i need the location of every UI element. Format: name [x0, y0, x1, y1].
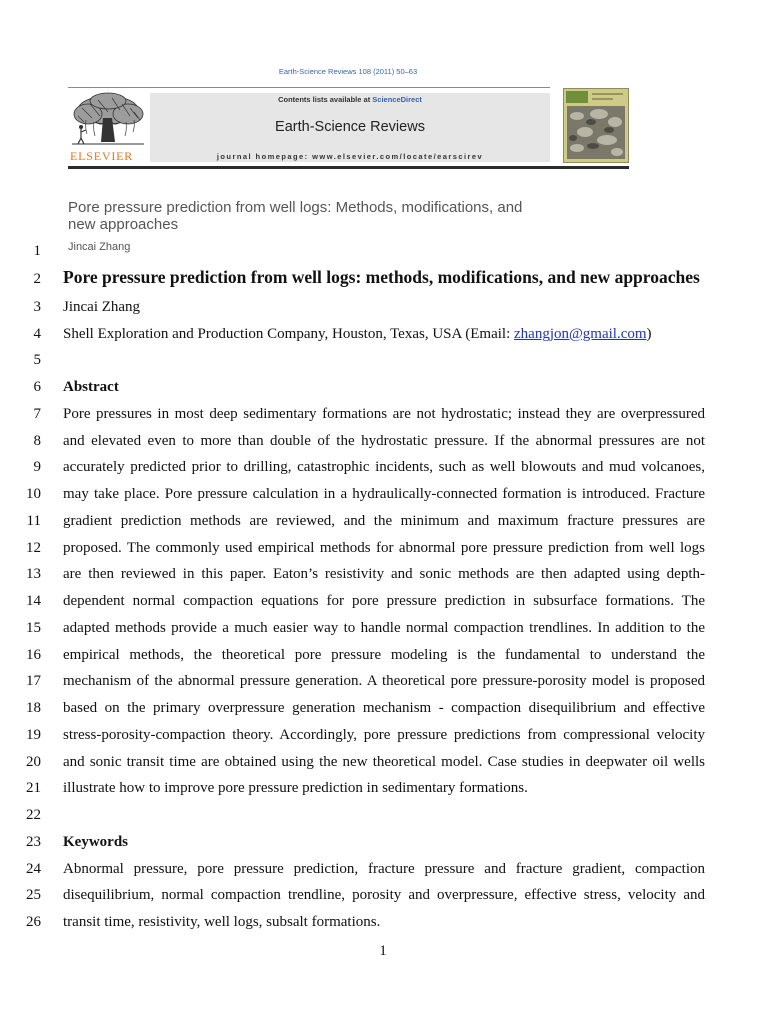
line-number: 8 [33, 432, 41, 449]
body-text-line: dependent normal compaction equations for pore pressure prediction in subsurface formations. The [63, 593, 705, 609]
body-text-line: Abnormal pressure, pore pressure prediction, fracture pressure and fracture gradient, compaction [63, 860, 705, 877]
manuscript-line [0, 856, 768, 883]
manuscript-line [0, 454, 768, 481]
manuscript-line [0, 265, 768, 294]
affiliation-closing: ) [646, 325, 652, 342]
manuscript-line [0, 802, 768, 829]
manuscript-line [0, 642, 768, 669]
author-name: Jincai Zhang [63, 298, 141, 315]
manuscript-line [0, 508, 768, 535]
manuscript-line [0, 374, 768, 401]
header-article-title-line: Pore pressure prediction from well logs: Methods, modifications, and [68, 199, 523, 216]
body-text-line: accurately predicted prior to drilling, catastrophic incidents, such as well blowouts and mud volcanoes, [63, 459, 705, 476]
journal-homepage-line [150, 152, 550, 162]
author-affiliation [63, 321, 705, 348]
affiliation-text: Shell Exploration and Production Company, Houston, Texas, USA (Email: [63, 325, 514, 342]
body-text-line: empirical methods, the theoretical pore pressure modeling is the fundamental to understand the [63, 646, 705, 663]
page-number: 1 [379, 943, 387, 959]
line-number: 1 [33, 243, 41, 259]
manuscript-body [0, 238, 768, 936]
line-number: 26 [26, 914, 41, 930]
line-number: 20 [26, 753, 41, 770]
line-number: 23 [26, 833, 41, 850]
line-number: 4 [33, 325, 41, 342]
journal-header-figure [0, 0, 768, 262]
line-number: 12 [26, 539, 41, 556]
homepage-url: www.elsevier.com/locate/earscirev [312, 152, 484, 161]
body-text-line: illustrate how to improve pore pressure prediction in sedimentary formations. [63, 780, 528, 797]
body-text-line: stress-porosity-compaction theory. Accordingly, pore pressure predictions from compressional velocity [63, 726, 705, 743]
body-text-line: proposed. The commonly used empirical methods for abnormal pore pressure prediction from well logs [63, 539, 705, 556]
journal-cover-image [563, 88, 629, 163]
sciencedirect-link: ScienceDirect [372, 95, 422, 104]
manuscript-line [0, 882, 768, 909]
line-number: 2 [33, 270, 41, 287]
header-top-rule [68, 87, 550, 88]
body-text-line: and elevated even to more than double of the hydrostatic pressure. If the abnormal pressures are not [63, 432, 705, 449]
contents-availability-line [150, 95, 550, 105]
manuscript-line [0, 909, 768, 936]
line-number: 5 [33, 352, 41, 369]
line-number: 22 [26, 807, 41, 823]
manuscript-line [0, 401, 768, 428]
section-heading: Keywords [63, 833, 128, 850]
manuscript-line [0, 668, 768, 695]
line-number: 3 [33, 298, 41, 315]
line-number: 9 [33, 459, 41, 476]
paper-title: Pore pressure prediction from well logs: methods, modifications, and new approaches [63, 266, 700, 287]
line-number: 6 [33, 379, 41, 395]
manuscript-line [0, 347, 768, 374]
line-number: 13 [26, 566, 41, 583]
line-number: 21 [26, 780, 41, 797]
contents-prefix: Contents lists available at [278, 95, 373, 104]
body-text-line: based on the primary overpressure generation mechanism - compaction disequilibrium and effective [63, 700, 705, 716]
body-text-line: are then reviewed in this paper. Eaton’s resistivity and sonic methods are then adapted using depth- [63, 566, 705, 583]
line-number: 24 [26, 860, 41, 877]
body-text-line: and sonic transit time are obtained using the new theoretical model. Case studies in deepwater oil wells [63, 753, 705, 770]
journal-name: Earth-Science Reviews [275, 119, 425, 135]
header-article-title [68, 199, 668, 233]
header-article-author: Jincai Zhang [68, 241, 131, 253]
line-number: 14 [26, 593, 41, 609]
header-article-title-line: new approaches [68, 216, 179, 233]
elsevier-wordmark: ELSEVIER [70, 149, 134, 163]
manuscript-line [0, 561, 768, 588]
line-number: 17 [26, 673, 41, 690]
manuscript-line [0, 294, 768, 321]
line-number: 18 [26, 700, 41, 716]
section-heading: Abstract [63, 379, 119, 395]
line-number: 16 [26, 646, 41, 663]
body-text-line: Pore pressures in most deep sedimentary formations are not hydrostatic; instead they are overpressured [63, 405, 705, 422]
body-text-line: transit time, resistivity, well logs, subsalt formations. [63, 914, 381, 930]
journal-masthead [150, 93, 550, 162]
body-text-line: mechanism of the abnormal pressure generation. A theoretical pore pressure-porosity model is proposed [63, 673, 705, 690]
homepage-prefix: journal homepage: [216, 152, 313, 161]
body-text-line: may take place. Pore pressure calculation in a hydraulically-connected formation is introduced. Fracture [63, 486, 705, 502]
line-number: 11 [26, 512, 41, 529]
manuscript-line [0, 775, 768, 802]
elsevier-tree-logo-icon [68, 92, 148, 149]
line-number: 25 [26, 887, 41, 904]
manuscript-line [0, 588, 768, 615]
line-number: 19 [26, 726, 41, 743]
manuscript-line [0, 722, 768, 749]
manuscript-line [0, 428, 768, 455]
line-number: 7 [33, 405, 41, 422]
line-number: 15 [26, 619, 41, 636]
body-text-line: disequilibrium, normal compaction trendline, porosity and overpressure, effective stress, velocity and [63, 887, 705, 904]
body-text-line: gradient prediction methods are reviewed, and the minimum and maximum fracture pressures are [63, 512, 705, 529]
manuscript-line [0, 695, 768, 722]
manuscript-line [0, 481, 768, 508]
email-link[interactable]: zhangjon@gmail.com [514, 325, 647, 342]
manuscript-line [0, 535, 768, 562]
manuscript-line [0, 749, 768, 776]
manuscript-line [0, 829, 768, 856]
line-number: 10 [26, 486, 41, 502]
manuscript-line [0, 615, 768, 642]
body-text-line: adapted methods provide a much easier way to handle normal compaction trendlines. In addition to the [63, 619, 705, 636]
manuscript-line [0, 238, 768, 265]
header-bottom-rule [68, 166, 629, 169]
manuscript-line [0, 321, 768, 348]
journal-citation: Earth-Science Reviews 108 (2011) 50–63 [278, 67, 418, 76]
